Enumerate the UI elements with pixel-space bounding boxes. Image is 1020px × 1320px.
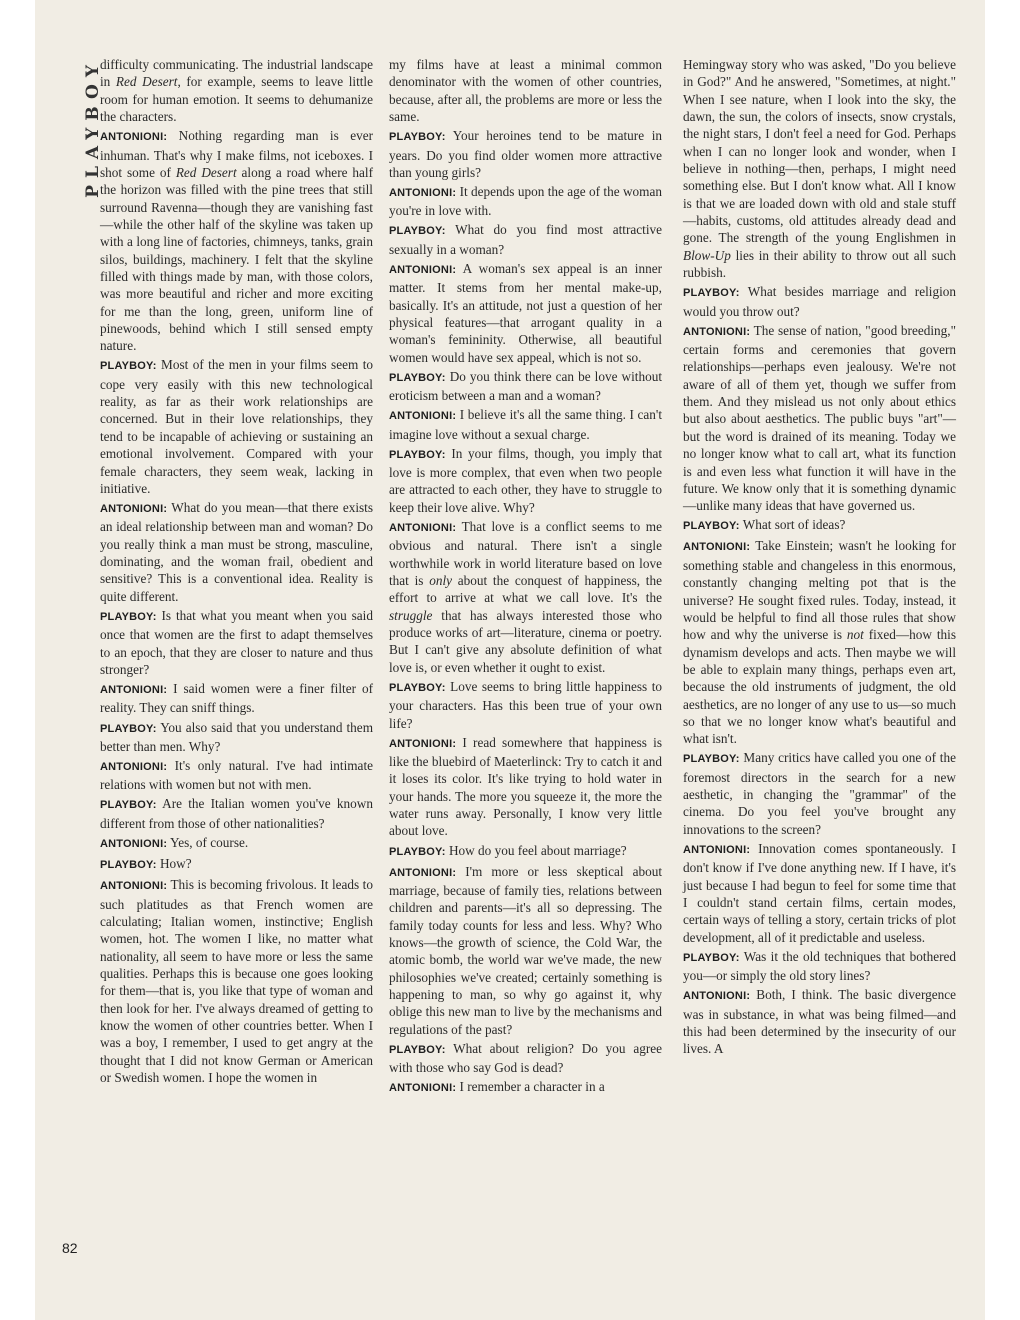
interview-paragraph: [100, 719, 373, 756]
speaker-label: ANTONIONI:: [389, 263, 457, 276]
italic-title: struggle: [389, 607, 433, 623]
interview-paragraph: [683, 537, 956, 747]
paragraph-text: I remember a character in a: [459, 1079, 605, 1095]
interview-paragraph: [100, 127, 373, 354]
paragraph-text: I read somewhere that happiness is like the bluebird of Maeterlinck: Try to catch it and it loses its color. It's like trying to hold water in your hands. The more you squeeze it, the more the water runs away. Personally, I know very little about love.: [389, 734, 662, 839]
interview-paragraph: [389, 734, 662, 840]
paragraph-text: It's only natural. I've had intimate relations with women but not with men.: [100, 757, 374, 793]
page-number: 82: [62, 1240, 78, 1256]
paragraph-text: about the conquest of happiness, the effort to arrive at what we call love. It's the: [389, 573, 662, 606]
text-column-2: [389, 56, 662, 1100]
paragraph-text: Yes, of course.: [170, 834, 249, 850]
paragraph-text: Nothing regarding man is ever inhuman. That's why I make films, not iceboxes. I shot some of: [100, 128, 373, 180]
speaker-label: ANTONIONI:: [100, 502, 168, 515]
italic-title: Red Desert: [175, 164, 237, 180]
paragraph-text: Do you think there can be love without eroticism between a man and a woman?: [389, 368, 663, 404]
speaker-label: PLAYBOY:: [100, 859, 157, 872]
interview-paragraph: [100, 855, 373, 874]
interview-paragraph: [389, 445, 662, 516]
magazine-page: [35, 0, 985, 1320]
interview-paragraph: [683, 283, 956, 320]
interview-paragraph: [389, 260, 662, 366]
paragraph-text: I believe it's all the same thing. I can't imagine love without a sexual charge.: [389, 407, 662, 442]
paragraph-text: What about religion? Do you agree with those who say God is dead?: [389, 1040, 662, 1076]
interview-paragraph: [683, 840, 956, 946]
speaker-label: PLAYBOY:: [389, 131, 446, 144]
speaker-label: PLAYBOY:: [100, 722, 157, 735]
paragraph-text: What sort of ideas?: [742, 517, 846, 533]
speaker-label: PLAYBOY:: [389, 845, 446, 858]
interview-paragraph: [389, 518, 662, 676]
paragraph-text: How do you feel about marriage?: [448, 842, 627, 858]
paragraph-text: , for example, seems to leave little room for human emotion. It seems to dehumanize the characters.: [100, 74, 373, 125]
paragraph-text: that has always interested those who produce works of art—literature, cinema or poetry. But I can't give any absolute definition of what love is, or even whether it ought to exist.: [389, 607, 662, 675]
paragraph-text: Is that what you meant when you said once that women are the first to adapt themselves to an epoch, that they are closer to nature and thus stronger?: [100, 607, 373, 677]
speaker-label: ANTONIONI:: [683, 541, 751, 554]
speaker-label: PLAYBOY:: [389, 371, 446, 384]
paragraph-text: You also said that you understand them better than men. Why?: [100, 719, 373, 754]
speaker-label: PLAYBOY:: [389, 225, 446, 238]
italic-title: Red Desert: [115, 74, 178, 90]
paragraph-text: difficulty communicating. The industrial landscape in: [100, 57, 373, 90]
interview-paragraph: [100, 607, 373, 678]
speaker-label: ANTONIONI:: [389, 521, 457, 534]
interview-paragraph: [683, 322, 956, 515]
speaker-label: ANTONIONI:: [100, 880, 168, 893]
speaker-label: ANTONIONI:: [683, 325, 751, 338]
paragraph-text: The sense of nation, "good breeding," certain forms and ceremonies that govern relationships—perhaps even jealousy. We're not aware of all of them yet, though we suffer from them. And they mislead us not only about ethics but also about aesthetics. The public buys "art"—but the word is drained of its meaning. Today we no longer know what to call art, what its function is and even less what function it will have in the future. We know only that it is something dynamic—unlike many ideas that have governed us.: [683, 322, 956, 514]
interview-paragraph: [389, 56, 662, 125]
paragraph-text: I'm more or less skeptical about marriage, because of family ties, relations between children and parents—it's all so depressing. The family today counts for less and less. Why? Who knows—the growth of science, the Cold War, the atomic bomb, the world war we've made, the new philosophies we've created; certainly something is happening to man, so why go against it, why oblige this new man to live by the mechanisms and regulations of the past?: [389, 863, 663, 1037]
interview-paragraph: [389, 368, 662, 405]
paragraph-text: Hemingway story who was asked, "Do you believe in God?" And he answered, "Sometimes, at night." When I see nature, when I look into the sky, the dawn, the sun, the colors of insects, snow crystals, the night stars, I don't feel a need for God. Perhaps when I can no longer look and wonder, when I believe in nothing—then, perhaps, I might need something else. But I don't know what. All I know is that we are loaded down with old and stale stuff—habits, customs, old attitudes already dead and gone. The strength of the young Englishmen in: [683, 57, 956, 246]
speaker-label: PLAYBOY:: [683, 287, 740, 300]
speaker-label: PLAYBOY:: [100, 799, 157, 812]
paragraph-text: I said women were a finer filter of reality. They can sniff things.: [100, 681, 373, 716]
paragraph-text: What besides marriage and religion would you throw out?: [683, 284, 956, 319]
interview-paragraph: [389, 406, 662, 443]
speaker-label: PLAYBOY:: [389, 1043, 446, 1056]
speaker-label: ANTONIONI:: [683, 990, 751, 1003]
paragraph-text: my films have at least a minimal common denominator with the women of other countries, because, after all, the problems are more or less the same.: [389, 57, 662, 125]
interview-paragraph: [100, 834, 373, 853]
paragraph-text: Are the Italian women you've known different from those of other nationalities?: [100, 796, 373, 831]
paragraph-text: Love seems to bring little happiness to your characters. Has this been true of your own life?: [389, 678, 663, 731]
paragraph-text: Both, I think. The basic divergence was in substance, in what was being filmed—and this had been determined by the insecurity of our lives. A: [683, 987, 957, 1057]
interview-paragraph: [683, 986, 956, 1057]
paragraph-text: Innovation comes spontaneously. I don't know if I've done anything new. If I have, it's just because I had begun to feel for some time that I couldn't stand certain films, certain modes, certain ways of telling a story, certain tricks of plot development, all of it predictable and useless.: [683, 840, 956, 945]
speaker-label: PLAYBOY:: [683, 951, 740, 964]
speaker-label: ANTONIONI:: [389, 866, 457, 879]
interview-paragraph: [100, 680, 373, 717]
speaker-label: ANTONIONI:: [389, 1082, 457, 1095]
interview-paragraph: [100, 795, 373, 832]
paragraph-text: fixed—how this dynamism develops and acts. Then maybe we will be able to explain many things, perhaps even art, because the old instruments of judgment, the old aesthetics, are no longer of any use to us—so much so that we no longer know what's beautiful and what isn't.: [683, 627, 956, 747]
interview-paragraph: [389, 183, 662, 220]
speaker-label: ANTONIONI:: [683, 843, 751, 856]
interview-paragraph: [100, 56, 373, 125]
speaker-label: ANTONIONI:: [389, 410, 457, 423]
italic-title: only: [429, 573, 453, 588]
interview-paragraph: [389, 221, 662, 258]
interview-paragraph: [100, 757, 373, 794]
paragraph-text: What do you mean—that there exists an ideal relationship between man and woman? Do you really think a man must be strong, masculine, dominating, and the woman frail, obedient and sensitive? This is a conventional idea. Reality is quite different.: [100, 499, 374, 604]
interview-paragraph: [389, 863, 662, 1038]
paragraph-text: Was it the old techniques that bothered you—or simply the old story lines?: [683, 948, 956, 984]
interview-paragraph: [683, 948, 956, 985]
speaker-label: PLAYBOY:: [683, 753, 740, 766]
text-column-3: [683, 56, 956, 1059]
speaker-label: ANTONIONI:: [100, 760, 168, 773]
interview-paragraph: [100, 876, 373, 1086]
interview-paragraph: [100, 356, 373, 497]
italic-title: Blow-Up: [683, 247, 731, 263]
interview-paragraph: [389, 127, 662, 181]
interview-paragraph: [683, 516, 956, 535]
paragraph-text: lies in their ability to throw out all such rubbish.: [683, 247, 956, 281]
speaker-label: PLAYBOY:: [100, 610, 157, 623]
paragraph-text: How?: [159, 856, 192, 872]
magazine-masthead: PLAYBOY: [83, 58, 103, 198]
paragraph-text: along a road where half the horizon was filled with the pine trees that still surround Ravenna—though they are vanishing fast—while the other half of the skyline was taken up with a long line of factories, chimneys, tanks, grain silos, buildings, machinery. I felt that the skyline filled with things made by man, with those colors, was more beautiful and richer and more exciting for me than the long, green, uniform line of pinewoods, behind which I still sensed empty nature.: [100, 164, 373, 354]
speaker-label: PLAYBOY:: [100, 360, 157, 373]
paragraph-text: Most of the men in your films seem to cope very easily with this new technological reality, as far as their work relationships are concerned. But in their love relationships, they tend to be incapable of achieving or sustaining an emotional involvement. Compared with your female characters, they seem weak, lacking in initiative.: [100, 357, 373, 496]
paragraph-text: In your films, though, you imply that love is more complex, that even when two people are attracted to each other, they have to struggle to keep their love alive. Why?: [389, 445, 663, 515]
interview-paragraph: [683, 56, 956, 281]
interview-paragraph: [100, 499, 373, 605]
speaker-label: ANTONIONI:: [389, 737, 457, 750]
speaker-label: ANTONIONI:: [389, 187, 457, 199]
paragraph-text: This is becoming frivolous. It leads to such platitudes as that French women are calculating; Italian women, instinctive; English women, hot. The women I like, no matter what nationality, all seem to have more or less the same qualities. Perhaps this is because one goes looking for them—that is, you like that type of woman and then look for her. I've always dreamed of getting to know the women of other countries better. When I was a boy, I remember, I used to get angry at the thought that I did not know German or American or Swedish women. I hope the women in: [100, 877, 373, 1086]
speaker-label: PLAYBOY:: [683, 520, 740, 533]
paragraph-text: A woman's sex appeal is an inner matter. It stems from her mental make-up, basically. It's an attitude, not just a question of her physical features—that arrogant quality in a woman's femininity. Otherwise, all beautiful women would have sex appeal, which is not so.: [389, 260, 662, 365]
interview-paragraph: [389, 678, 662, 732]
interview-paragraph: [389, 1040, 662, 1077]
interview-paragraph: [389, 1078, 662, 1097]
paragraph-text: Your heroines tend to be mature in years. Do you find older women more attractive than young girls?: [389, 128, 662, 180]
paragraph-text: That love is a conflict seems to me obvious and natural. There isn't a single worthwhile work in world literature based on love that is: [389, 518, 662, 588]
speaker-label: PLAYBOY:: [389, 448, 446, 461]
interview-paragraph: [683, 749, 956, 838]
speaker-label: ANTONIONI:: [100, 131, 168, 144]
paragraph-text: Many critics have called you one of the foremost directors in the search for a new aesthetic, in changing the "grammar" of the cinema. Do you feel you've brought any innovations to the screen?: [683, 750, 956, 837]
speaker-label: PLAYBOY:: [389, 681, 446, 694]
paragraph-text: It depends upon the age of the woman you're in love with.: [389, 184, 662, 219]
speaker-label: ANTONIONI:: [100, 684, 168, 697]
interview-paragraph: [389, 842, 662, 861]
speaker-label: ANTONIONI:: [100, 837, 168, 850]
italic-title: not: [846, 627, 864, 643]
text-column-1: [100, 56, 373, 1088]
paragraph-text: What do you find most attractive sexually in a woman?: [389, 222, 663, 257]
paragraph-text: Take Einstein; wasn't he looking for something stable and changeless in this enormous, constantly changing melting pot that is the universe? He sought fixed rules. Today, instead, it would be helpful to find all those rules that show how and why the universe is: [683, 538, 957, 643]
